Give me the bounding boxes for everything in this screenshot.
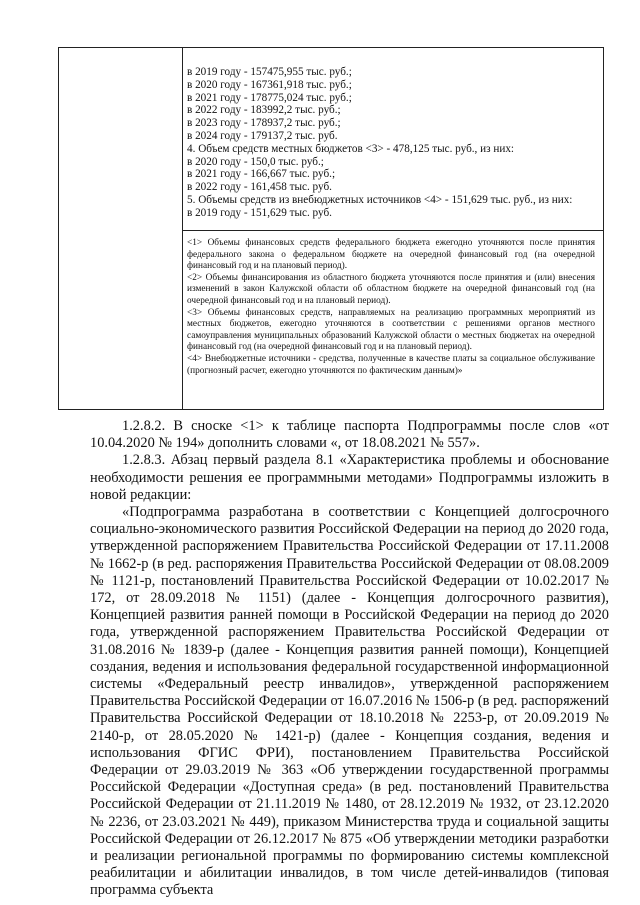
passport-table: [58, 47, 604, 410]
notes-divider: [182, 230, 603, 231]
funding-line: в 2020 году - 150,0 тыс. руб.;: [187, 155, 324, 168]
paragraph-1-2-8-3: 1.2.8.3. Абзац первый раздела 8.1 «Характеристика проблемы и обоснование необходимости решения ее программными методами» Подпрограммы изложить в новой редакции:: [90, 452, 609, 503]
funding-line: в 2019 году - 151,629 тыс. руб.: [187, 206, 332, 219]
funding-line: в 2024 году - 179137,2 тыс. руб.: [187, 129, 338, 142]
footnote: <1> Объемы финансовых средств федерального бюджета ежегодно уточняются после принятия федерального закона о федеральном бюджете на очередной финансовый год (на очередной финансовый год и на плановый период).: [187, 238, 595, 272]
paragraph-new-edition: «Подпрограмма разработана в соответствии с Концепцией долгосрочного социально-экономического развития Российской Федерации на период до 2020 года, утвержденной распоряжением Правительства Российской Федерации от 17.11.2008 № 1662-р (в ред. распоряжения Правительства Российской Федерации от 08.08.2009 № 1121-р, постановлений Правительства Российской Федерации от 10.02.2017 № 172, от 28.09.2018 № 1151) (далее - Концепция долгосрочного развития), Концепцией развития ранней помощи в Российской Федерации на период до 2020 года, утвержденной распоряжением Правительства Российской Федерации от 31.08.2016 № 1839-р (далее - Концепция развития ранней помощи), Концепцией создания, ведения и использования федеральной государственной информационной системы «Федеральный реестр инвалидов», утвержденной распоряжением Правительства Российской Федерации от 16.07.2016 № 1506-р (в ред. распоряжений Правительства Российской Федерации от 18.10.2018 № 2253-р, от 20.09.2019 № 2140-р, от 28.05.2020 № 1421-р) (далее - Концепция создания, ведения и использования ФГИС ФРИ), постановлением Правительства Российской Федерации от 29.03.2019 № 363 «Об утверждении государственной программы Российской Федерации «Доступная среда» (в ред. постановлений Правительства Российской Федерации от 21.11.2019 № 1480, от 28.12.2019 № 1932, от 23.12.2020 № 2236, от 23.03.2021 № 449), приказом Министерства труда и социальной защиты Российской Федерации от 26.12.2017 № 875 «Об утверждении методики разработки и реализации региональной программы по формированию системы комплексной реабилитации и абилитации инвалидов, в том числе детей-инвалидов (типовая программа субъекта: [90, 504, 609, 899]
funding-line: в 2020 году - 167361,918 тыс. руб.;: [187, 78, 352, 91]
funding-cell: [187, 66, 597, 220]
funding-line: 4. Объем средств местных бюджетов <3> - 478,125 тыс. руб., из них:: [187, 142, 515, 155]
funding-line: 5. Объемы средств из внебюджетных источников <4> - 151,629 тыс. руб., из них:: [187, 193, 573, 206]
footnote: <2> Объемы финансирования из областного бюджета уточняются после принятия и (или) внесения изменений в закон Калужской области об областном бюджете на очередной финансовый год (на очередной финансовый год и на плановый период).: [187, 272, 595, 306]
funding-line: в 2021 году - 166,667 тыс. руб.;: [187, 168, 336, 181]
funding-line: в 2019 году - 157475,955 тыс. руб.;: [187, 66, 352, 78]
funding-line: в 2022 году - 161,458 тыс. руб.: [187, 181, 332, 194]
funding-line: в 2021 году - 178775,024 тыс. руб.;: [187, 91, 352, 104]
paragraph-1-2-8-2: 1.2.8.2. В сноске <1> к таблице паспорта Подпрограммы после слов «от 10.04.2020 № 194» дополнить словами «, от 18.08.2021 № 557».: [90, 418, 609, 452]
table-footnotes: [187, 238, 595, 377]
funding-line: в 2023 году - 178937,2 тыс. руб.;: [187, 117, 341, 130]
body-text: [90, 418, 609, 900]
footnote: <3> Объемы финансовых средств, направляемых на реализацию программных мероприятий из местных бюджетов, ежегодно уточняются в соответствии с решениями органов местного самоуправления муниципальных образований Калужской области о местных бюджетах на очередной финансовый год (на очередной финансовый год и на плановый период).: [187, 307, 595, 353]
column-divider: [182, 48, 183, 409]
footnote: <4> Внебюджетные источники - средства, полученные в качестве платы за социальное обслуживание (прогнозный расчет, ежегодно уточняются по фактическим данным)»: [187, 353, 595, 376]
funding-line: в 2022 году - 183992,2 тыс. руб.;: [187, 104, 341, 117]
